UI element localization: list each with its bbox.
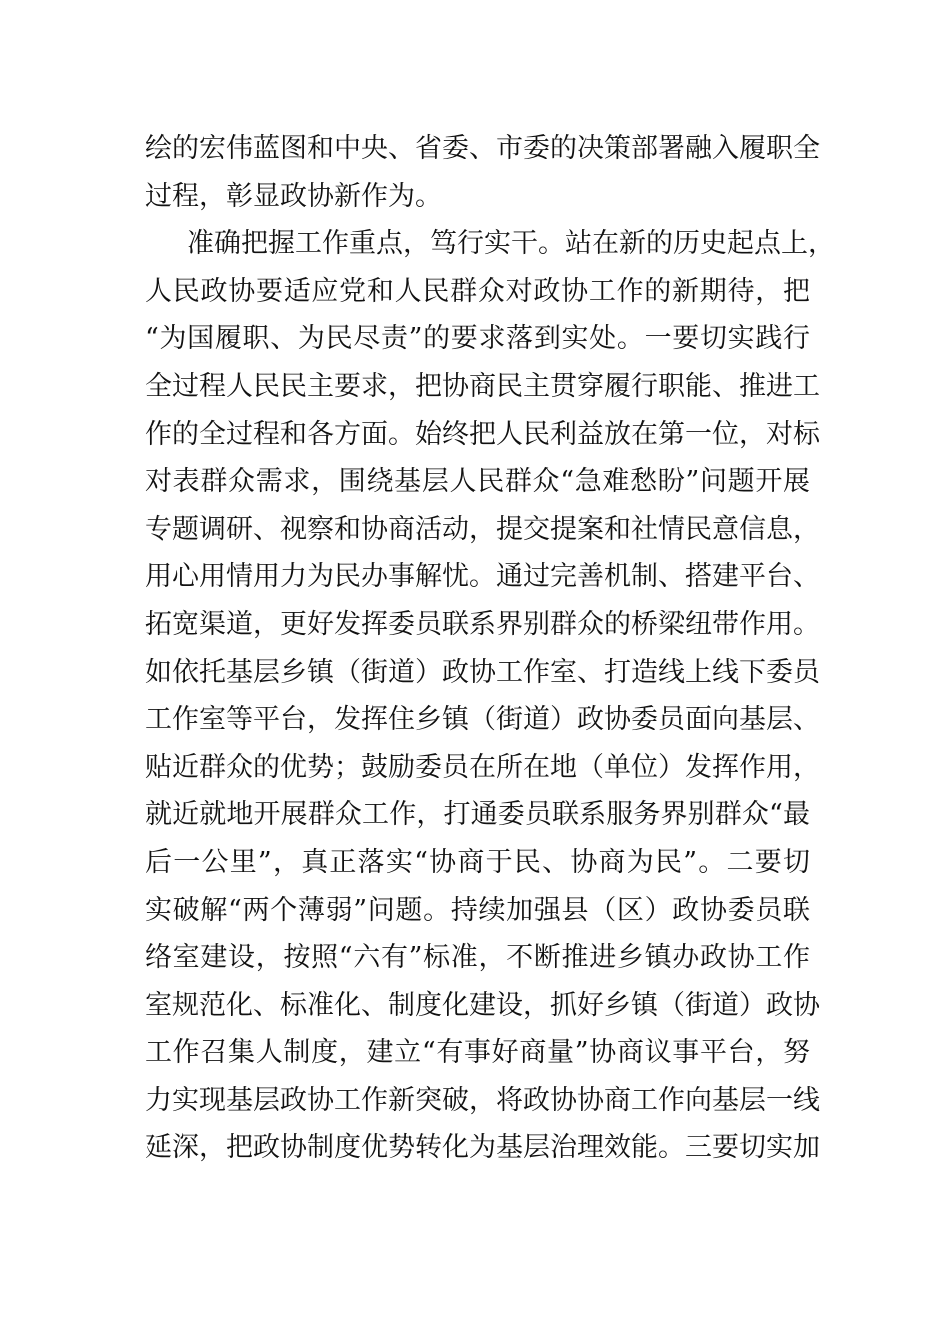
text-line: 全过程人民民主要求，把协商民主贯穿履行职能、推进工 xyxy=(145,370,820,402)
text-line: 络室建设，按照“六有”标准，不断推进乡镇办政协工作 xyxy=(145,942,810,974)
text-line: 对表群众需求，围绕基层人民群众“急难愁盼”问题开展 xyxy=(145,466,810,498)
text-line: 延深，把政协制度优势转化为基层治理效能。三要切实加 xyxy=(145,1132,820,1164)
text-line: 绘的宏伟蓝图和中央、省委、市委的决策部署融入履职全 xyxy=(145,133,820,164)
text-line: 后一公里”，真正落实“协商于民、协商为民”。二要切 xyxy=(145,846,810,878)
text-line: 实破解“两个薄弱”问题。持续加强县（区）政协委员联 xyxy=(145,894,810,926)
body-text xyxy=(145,125,835,1172)
text-line: 过程，彰显政协新作为。 xyxy=(145,180,442,212)
text-line: 如依托基层乡镇（街道）政协工作室、打造线上线下委员 xyxy=(145,656,820,688)
text-line: 工作召集人制度，建立“有事好商量”协商议事平台，努 xyxy=(145,1037,810,1069)
text-line: 作的全过程和各方面。始终把人民利益放在第一位，对标 xyxy=(145,418,820,450)
text-line: 工作室等平台，发挥住乡镇（街道）政协委员面向基层、 xyxy=(145,704,820,736)
text-line: 拓宽渠道，更好发挥委员联系界别群众的桥梁纽带作用。 xyxy=(145,608,820,640)
text-line: “为国履职、为民尽责”的要求落到实处。一要切实践行 xyxy=(145,323,810,355)
text-line: 人民政协要适应党和人民群众对政协工作的新期待，把 xyxy=(145,275,810,307)
text-line: 就近就地开展群众工作，打通委员联系服务界别群众“最 xyxy=(145,799,810,831)
text-line: 用心用情用力为民办事解忧。通过完善机制、搭建平台、 xyxy=(145,561,820,593)
text-line: 专题调研、视察和协商活动，提交提案和社情民意信息， xyxy=(145,513,820,545)
text-line: 贴近群众的优势；鼓励委员在所在地（单位）发挥作用， xyxy=(145,751,820,783)
text-line: 力实现基层政协工作新突破，将政协协商工作向基层一线 xyxy=(145,1084,820,1116)
paragraph-start-line: 准确把握工作重点，笃行实干。站在新的历史起点上， xyxy=(187,228,835,260)
text-line: 室规范化、标准化、制度化建设，抓好乡镇（街道）政协 xyxy=(145,989,820,1021)
